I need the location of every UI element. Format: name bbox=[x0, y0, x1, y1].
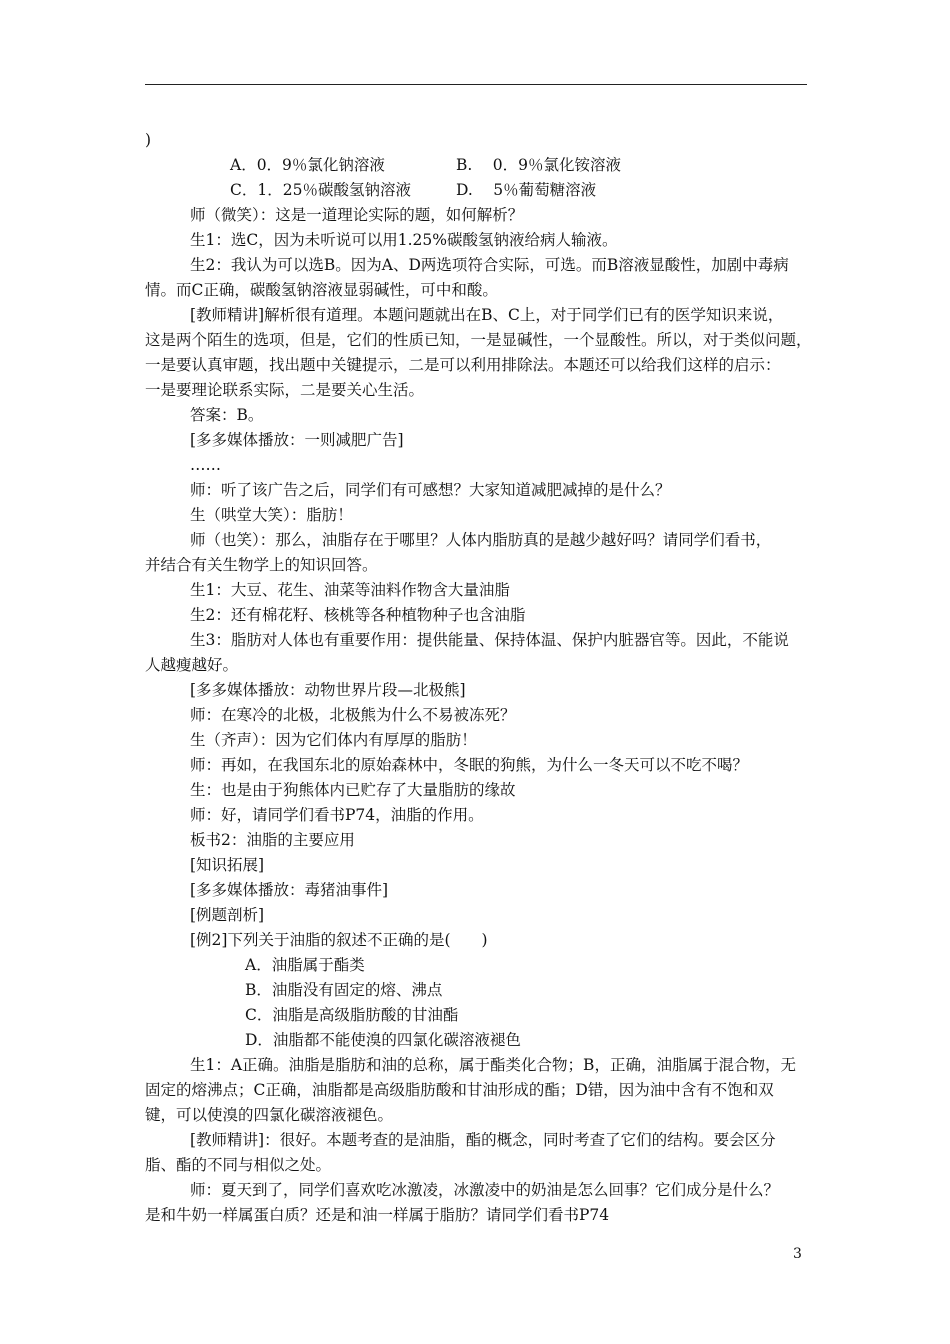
text-line: 是和牛奶一样属蛋白质？还是和油一样属于脂肪？请同学们看书P74 bbox=[145, 1206, 610, 1224]
text-line: 并结合有关生物学上的知识回答。 bbox=[145, 556, 378, 574]
text-line: 一是要认真审题，找出题中关键提示，二是可以利用排除法。本题还可以给我们这样的启示： bbox=[145, 356, 781, 374]
text-line: C．油脂是高级脂肪酸的甘油酯 bbox=[245, 1006, 459, 1024]
text-line: [多多媒体播放：一则减肥广告] bbox=[190, 431, 404, 449]
text-line: 生：也是由于狗熊体内已贮存了大量脂肪的缘故 bbox=[190, 781, 516, 799]
page-number: 3 bbox=[793, 1246, 802, 1262]
text-line: 板书2：油脂的主要应用 bbox=[190, 831, 355, 849]
text-line: 生1：大豆、花生、油菜等油料作物含大量油脂 bbox=[190, 581, 510, 599]
text-line: 生（哄堂大笑）：脂肪！ bbox=[190, 506, 353, 524]
option-right: D. 5％葡萄糖溶液 bbox=[456, 181, 597, 199]
option-left: A．0．9％氯化钠溶液 bbox=[230, 156, 385, 174]
text-line: 脂、酯的不同与相似之处。 bbox=[145, 1156, 332, 1174]
header-rule bbox=[145, 84, 807, 85]
option-right: B. 0．9％氯化铵溶液 bbox=[456, 156, 621, 174]
text-line: [多多媒体播放：动物世界片段—北极熊] bbox=[190, 681, 466, 699]
text-line: B．油脂没有固定的熔、沸点 bbox=[245, 981, 443, 999]
text-line bbox=[145, 178, 810, 203]
text-line: 师：好，请同学们看书P74，油脂的作用。 bbox=[190, 806, 484, 824]
text-line: 生（齐声）：因为它们体内有厚厚的脂肪！ bbox=[190, 731, 477, 749]
text-line: 师（微笑）：这是一道理论实际的题，如何解析？ bbox=[190, 206, 524, 224]
text-line: [知识拓展] bbox=[190, 856, 265, 874]
text-line: …… bbox=[190, 456, 221, 474]
text-line: 固定的熔沸点；C正确，油脂都是高级脂肪酸和甘油形成的酯；D错，因为油中含有不饱和双 bbox=[145, 1081, 774, 1099]
text-line: 答案：B。 bbox=[190, 406, 264, 424]
text-line: 键，可以使溴的四氯化碳溶液褪色。 bbox=[145, 1106, 394, 1124]
text-line: 情。而C正确，碳酸氢钠溶液显弱碱性，可中和酸。 bbox=[145, 281, 498, 299]
option-left: C．1．25％碳酸氢钠溶液 bbox=[230, 181, 411, 199]
text-line: 一是要理论联系实际，二是要关心生活。 bbox=[145, 381, 425, 399]
text-line: [例2]下列关于油脂的叙述不正确的是( ) bbox=[190, 931, 488, 949]
text-line: [例题剖析] bbox=[190, 906, 265, 924]
text-line: 这是两个陌生的选项，但是，它们的性质已知，一是显碱性，一个显酸性。所以，对于类似问题， bbox=[145, 331, 812, 349]
text-line: 人越瘦越好。 bbox=[145, 656, 239, 674]
text-line: 生3：脂肪对人体也有重要作用：提供能量、保持体温、保护内脏器官等。因此，不能说 bbox=[190, 631, 789, 649]
text-line: 生1：A正确。油脂是脂肪和油的总称，属于酯类化合物；B，正确，油脂属于混合物，无 bbox=[190, 1056, 796, 1074]
text-line bbox=[145, 153, 810, 178]
text-line: 师（也笑）：那么，油脂存在于哪里？人体内脂肪真的是越少越好吗？请同学们看书， bbox=[190, 531, 772, 549]
text-line: 师：在寒冷的北极，北极熊为什么不易被冻死？ bbox=[190, 706, 516, 724]
text-line: [教师精讲]解析很有道理。本题问题就出在B、C上，对于同学们已有的医学知识来说， bbox=[190, 306, 784, 324]
text-line: 生2：我认为可以选B。因为A、D两选项符合实际，可选。而B溶液显酸性，加剧中毒病 bbox=[190, 256, 789, 274]
text-line: A．油脂属于酯类 bbox=[245, 956, 365, 974]
text-line: 师：再如，在我国东北的原始森林中，冬眠的狗熊，为什么一冬天可以不吃不喝？ bbox=[190, 756, 749, 774]
text-line: D．油脂都不能使溴的四氯化碳溶液褪色 bbox=[245, 1031, 521, 1049]
text-line: 生2：还有棉花籽、核桃等各种植物种子也含油脂 bbox=[190, 606, 526, 624]
text-line: 生1：选C，因为未听说可以用1.25%碳酸氢钠液给病人输液。 bbox=[190, 231, 618, 249]
text-line: [教师精讲]：很好。本题考查的是油脂，酯的概念，同时考查了它们的结构。要会区分 bbox=[190, 1131, 776, 1149]
text-line: ) bbox=[145, 131, 152, 149]
document-body bbox=[145, 128, 810, 1228]
text-line: 师：听了该广告之后，同学们有可感想？大家知道减肥减掉的是什么？ bbox=[190, 481, 671, 499]
text-line: [多多媒体播放：毒猪油事件] bbox=[190, 881, 389, 899]
text-line: 师：夏天到了，同学们喜欢吃冰激凌，冰激凌中的奶油是怎么回事？它们成分是什么？ bbox=[190, 1181, 780, 1199]
